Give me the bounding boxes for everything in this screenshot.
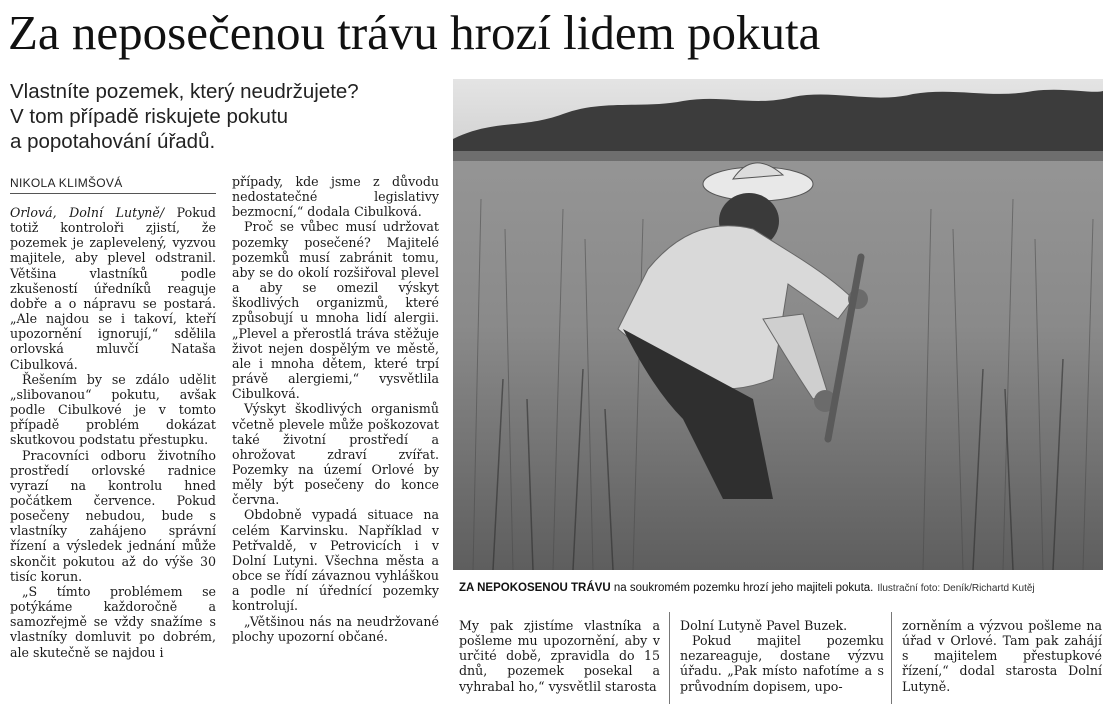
article-paragraph: Dolní Lutyně Pavel Buzek. [680, 618, 848, 633]
article-paragraph: Obdobně vypadá situace na celém Karvinsku. Například v Petřvaldě, v Petrovicích i v Dolní Lutyni. Všechna města a obce se řídí závaznou vyhláškou a podle ní úřednící pozemky kontrolují. [232, 507, 439, 614]
article-paragraph: My pak zjistíme vlastníka a pošleme mu upozornění, aby v určité době, zpravidla do 15 dnů, pozemek posekal a vyhrabal ho,“ vysvětlil starosta [459, 618, 660, 694]
article-paragraph: Řešením by se zdálo udělit „slibovanou“ pokutu, avšak podle Cibulkové je v tomto případě problém dokázat skutkovou podstatu přestupku. [10, 371, 216, 448]
article-paragraph: Pracovníci odboru životního prostředí orlovské radnice vyrazí na kontrolu hned počátkem července. Pokud posečeny nebudou, bude s vlastníky zahájeno správní řízení a výsledek jednání může skončit pokutou až do výše 30 tisíc korun. [10, 447, 216, 584]
paragraph-text: Pokud totiž kontroloři zjistí, že pozemek je zaplevelený, vyzvou majitele, aby plevel odstranil. Většina vlastníků podle zkušeností úředníků reaguje dobře a o nápravu se postará. „Ale najdou se i takoví, kteří upozornění ignorují,“ sdělila orlovská mluvčí Nataša Cibulková. [10, 205, 216, 372]
article-column-3 [459, 618, 660, 694]
photo-caption [459, 582, 1109, 594]
article-paragraph: Výskyt škodlivých organismů včetně plevele může poškozovat také životní prostředí a ohrožovat zdraví zvířat. Pozemky na území Orlové by měly být posečeny do konce června. [232, 401, 439, 508]
article-paragraph: Proč se vůbec musí udržovat pozemky posečené? Majitelé pozemků musí zabránit tomu, aby se do okolí rozšiřoval plevel a aby se omezil výskyt škodlivých organizmů, které způsobují u mnoha lidí alergii. „Plevel a přerostlá tráva stěžuje život nejen dospělým ve městě, ale i mnoha dětem, které trpí právě alergiemi,“ vysvětlila Cibulková. [232, 219, 439, 402]
article-column-4 [680, 618, 884, 694]
article-paragraph: „S tímto problémem se potýkáme každoročně a samozřejmě se vždy snažíme s vlastníky domluvit po dobrém, ale skutečně se najdou i [10, 583, 216, 660]
article-column-2 [232, 174, 439, 644]
photo-credit: Ilustrační foto: Deník/Richartd Kutěj [877, 583, 1035, 594]
article-photo [453, 79, 1103, 570]
article-column-5 [902, 618, 1102, 694]
article-column-1 [10, 205, 216, 660]
article-paragraph [10, 205, 216, 372]
byline: NIKOLA KLIMŠOVÁ [10, 176, 216, 194]
column-divider [891, 612, 892, 704]
column-divider [669, 612, 670, 704]
article-paragraph: případy, kde jsme z důvodu nedostatečné legislativy bezmocní,“ dodala Cibulková. [232, 174, 439, 220]
article-paragraph: „Většinou nás na neudržované plochy upozorní občané. [232, 613, 439, 644]
photo-illustration-man-scything-grass [453, 79, 1103, 570]
caption-text: na soukromém pozemku hrozí jeho majiteli pokuta. [610, 582, 874, 594]
article-paragraph: Pokud majitel pozemku nezareaguje, dostane výzvu úřadu. „Pak místo nafotíme a s průvodním dopisem, upo- [680, 633, 884, 694]
deck-line: a popotahování úřadů. [10, 130, 216, 153]
dateline: Orlová, Dolní Lutyně/ [10, 205, 165, 220]
article-paragraph: zorněním a výzvou pošleme na úřad v Orlové. Tam pak zahájí s majitelem přestupkové řízení,“ dodal starosta Dolní Lutyně. [902, 618, 1102, 694]
deck-line: Vlastníte pozemek, který neudržujete? [10, 80, 359, 103]
caption-lead: ZA NEPOKOSENOU TRÁVU [459, 582, 611, 594]
deck-line: V tom případě riskujete pokutu [10, 105, 289, 128]
headline: Za neposečenou trávu hrozí lidem pokuta [8, 5, 821, 60]
deck [10, 79, 440, 154]
